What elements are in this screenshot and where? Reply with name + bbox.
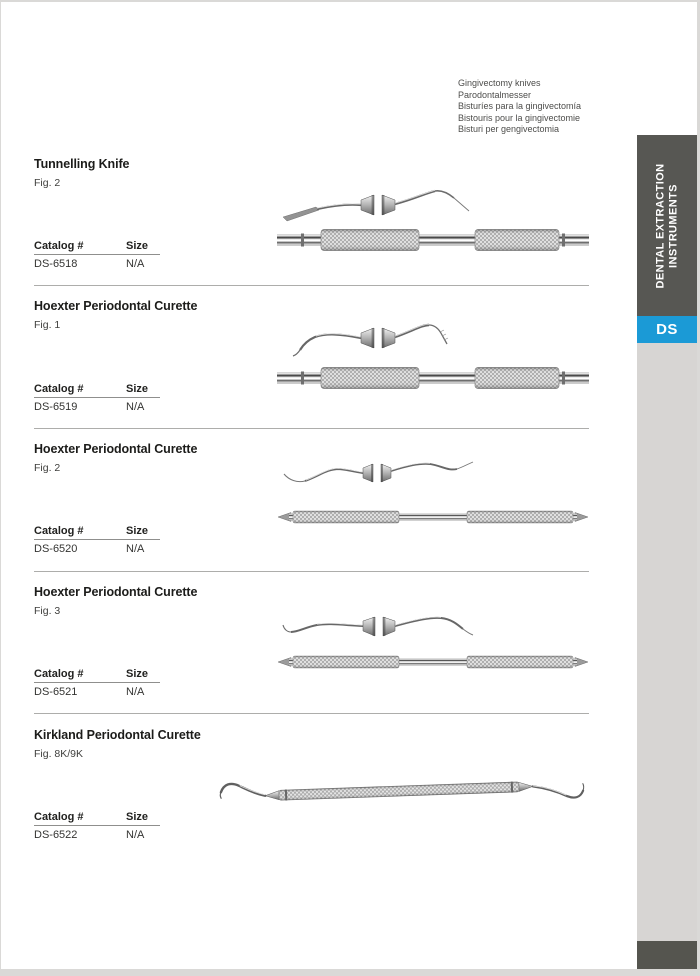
size-value: N/A	[126, 401, 145, 413]
spec-table	[34, 668, 194, 698]
product-title: Hoexter Periodontal Curette	[34, 299, 198, 313]
rail-spacer	[637, 343, 697, 941]
note-line: Parodontalmesser	[458, 89, 532, 100]
side-rail	[637, 135, 697, 969]
spec-table	[34, 525, 194, 555]
spec-table-header	[34, 240, 194, 255]
size-header: Size	[126, 668, 160, 683]
catalog-number: DS-6518	[34, 258, 78, 270]
catalog-number: DS-6520	[34, 543, 78, 555]
note-line: Bisturíes para la gingivectomía	[458, 101, 582, 112]
section-code-tab[interactable]	[637, 316, 697, 343]
product-title: Tunnelling Knife	[34, 157, 130, 171]
instrument-handle-image	[277, 652, 589, 672]
rail-footer-block	[637, 941, 697, 969]
catalog-header: Catalog #	[34, 383, 126, 398]
note-line: Bistouris pour la gingivectomie	[458, 112, 581, 123]
catalog-header: Catalog #	[34, 525, 126, 540]
catalog-page	[1, 2, 697, 969]
size-value: N/A	[126, 543, 145, 555]
size-header: Size	[126, 525, 160, 540]
spec-table-row	[34, 255, 194, 270]
spec-table-row	[34, 683, 194, 698]
instrument-tip-image	[279, 316, 477, 360]
catalog-header: Catalog #	[34, 668, 126, 683]
size-value: N/A	[126, 829, 145, 841]
product-figure-label: Fig. 3	[34, 605, 61, 617]
catalog-number: DS-6521	[34, 686, 78, 698]
section-divider	[34, 571, 589, 572]
category-line1: DENTAL EXTRACTION	[653, 163, 666, 288]
catalog-header: Catalog #	[34, 240, 126, 255]
spec-table-header	[34, 525, 194, 540]
instrument-tip-image	[279, 606, 477, 646]
spec-table	[34, 383, 194, 413]
catalog-number: DS-6519	[34, 401, 78, 413]
product-figure-label: Fig. 8K/9K	[34, 748, 84, 760]
size-header: Size	[126, 811, 160, 826]
size-value: N/A	[126, 258, 145, 270]
header-notes	[458, 78, 581, 136]
spec-table	[34, 811, 194, 841]
spec-table-row	[34, 826, 194, 841]
note-line: Bisturi per gengivectomia	[458, 124, 560, 135]
spec-table	[34, 240, 194, 270]
instrument-handle-image	[277, 224, 589, 256]
product-figure-label: Fig. 2	[34, 462, 61, 474]
size-header: Size	[126, 383, 160, 398]
catalog-header: Catalog #	[34, 811, 126, 826]
section-code-label: DS	[656, 321, 678, 338]
product-title: Hoexter Periodontal Curette	[34, 442, 198, 456]
spec-table-header	[34, 383, 194, 398]
spec-table-row	[34, 398, 194, 413]
instrument-handle-image	[277, 507, 589, 527]
section-divider	[34, 285, 589, 286]
instrument-handle-image	[277, 362, 589, 394]
product-figure-label: Fig. 1	[34, 319, 61, 331]
instrument-tip-image	[279, 184, 477, 224]
size-value: N/A	[126, 686, 145, 698]
category-line2: INSTRUMENTS	[667, 183, 679, 268]
size-header: Size	[126, 240, 160, 255]
category-tab-label	[637, 135, 697, 316]
section-divider	[34, 713, 589, 714]
catalog-number: DS-6522	[34, 829, 78, 841]
spec-table-header	[34, 811, 194, 826]
spec-table-header	[34, 668, 194, 683]
spec-table-row	[34, 540, 194, 555]
category-tab	[637, 135, 697, 316]
product-figure-label: Fig. 2	[34, 177, 61, 189]
instrument-image	[215, 765, 587, 817]
product-title: Hoexter Periodontal Curette	[34, 585, 198, 599]
product-title: Kirkland Periodontal Curette	[34, 728, 201, 742]
note-line: Gingivectomy knives	[458, 78, 541, 88]
instrument-tip-image	[279, 454, 477, 490]
section-divider	[34, 428, 589, 429]
